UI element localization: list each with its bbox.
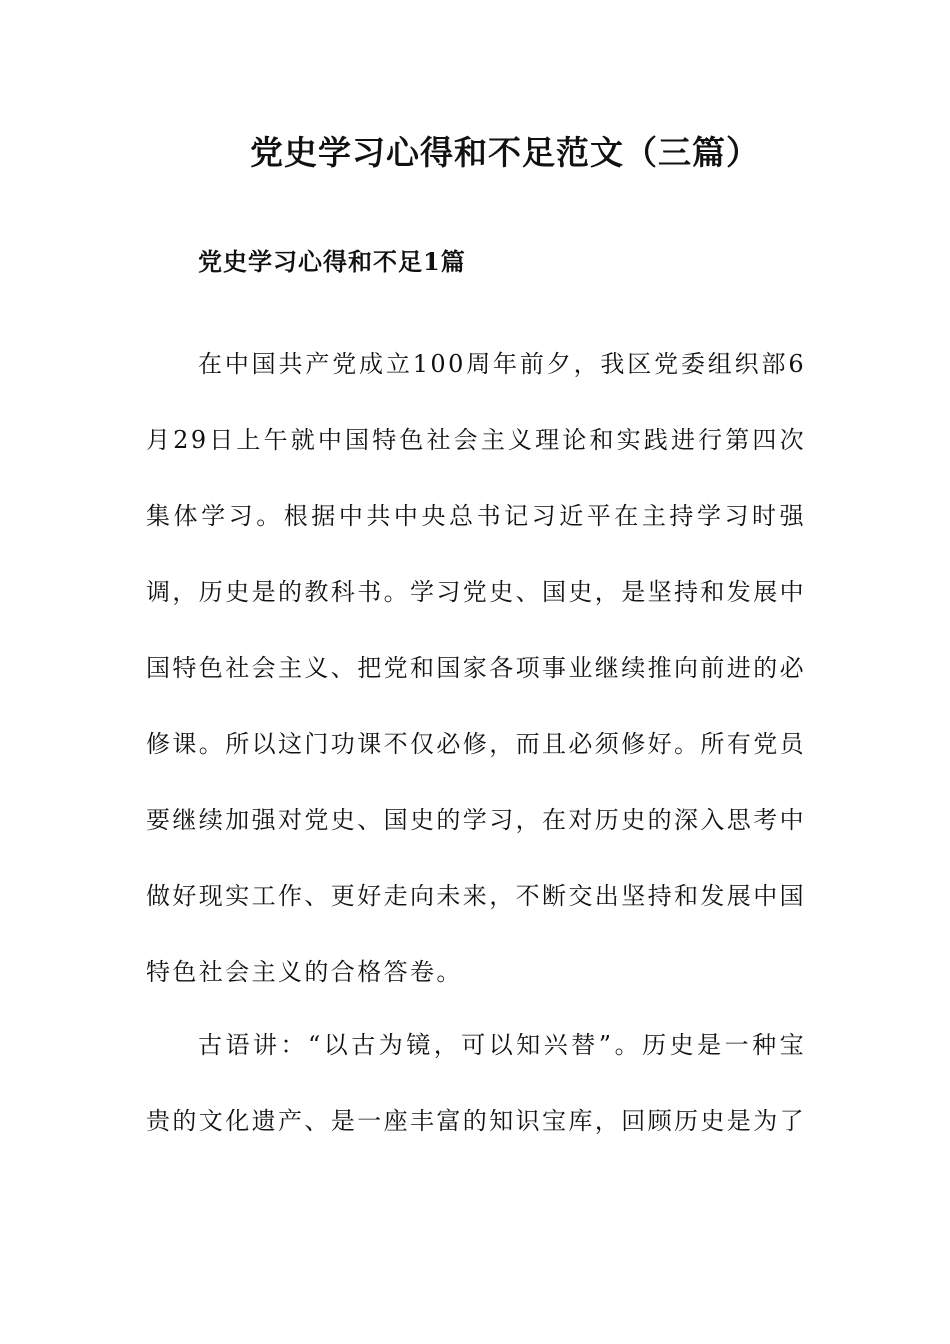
- section-heading: 党史学习心得和不足1篇: [198, 247, 466, 276]
- body-paragraph: 古语讲：“以古为镜，可以知兴替”。历史是一种宝贵的文化遗产、是一座丰富的知识宝库，回顾历史是为了: [146, 1031, 806, 1135]
- document-title: 党史学习心得和不足范文（三篇）: [250, 133, 760, 172]
- body-paragraph: 在中国共产党成立100周年前夕，我区党委组织部6月29日上午就中国特色社会主义理论和实践进行第四次集体学习。根据中共中央总书记习近平在主持学习时强调，历史是的教科书。学习党史、国史，是坚持和发展中国特色社会主义、把党和国家各项事业继续推向前进的必修课。所以这门功课不仅必修，而且必须修好。所有党员要继续加强对党史、国史的学习，在对历史的深入思考中做好现实工作、更好走向未来，不断交出坚持和发展中国特色社会主义的合格答卷。: [146, 350, 806, 986]
